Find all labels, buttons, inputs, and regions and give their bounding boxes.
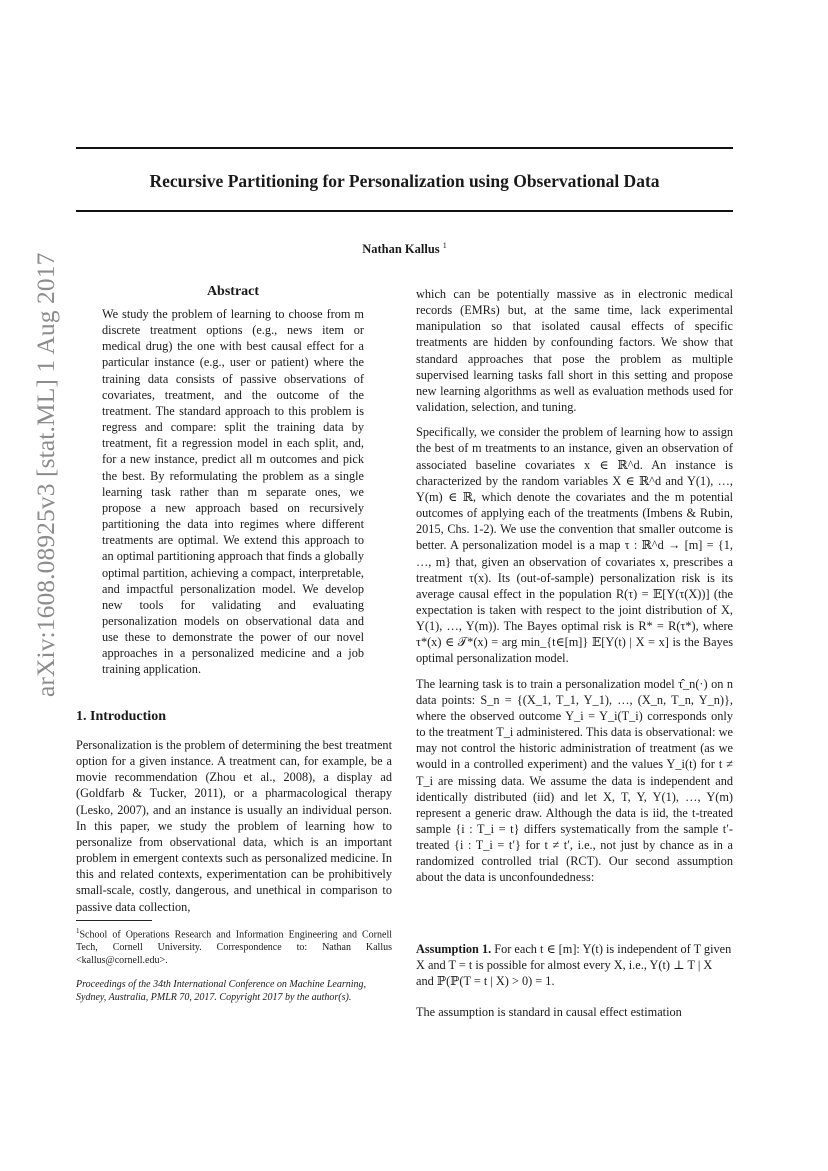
section-heading-introduction: 1. Introduction — [76, 709, 166, 724]
abstract-body — [102, 306, 364, 687]
paper-title: Recursive Partitioning for Personalization using Observational Data — [149, 171, 660, 191]
abstract-text: We study the problem of learning to choose from m discrete treatment options (e.g., news item or medical drug) the one with best causal effect for a particular instance (e.g., user or patient) where the training data consists of passive observations of covariates, treatment, and the outcome of the treatment. The standard approach to this problem is regress and compare: split the training data by treatment, fit a regression model in each split, and, for a new instance, predict all m outcomes and pick the best. By reformulating the problem as a single learning task rather than m separate ones, we propose a new approach based on recursively partitioning the data into regimes where different treatments are optimal. We extend this approach to an optimal partitioning approach that finds a globally optimal partition, achieving a compact, interpretable, and impactful personalization model. We develop new tools for validating and evaluating personalization models on observational data and use these to demonstrate the power of our novel approaches in a personalized medicine and a job training application. — [102, 307, 364, 677]
introduction-body — [76, 737, 392, 924]
title-bottom-rule — [76, 210, 733, 212]
author-affiliation-mark: 1 — [442, 241, 447, 250]
footnote-rule — [76, 920, 152, 921]
top-rule — [76, 147, 733, 149]
arxiv-identifier: arXiv:1608.08925v3 [stat.ML] 1 Aug 2017 — [31, 252, 60, 697]
right-column-body — [416, 286, 733, 895]
assumption-1 — [416, 941, 733, 989]
author-name-text: Nathan Kallus — [362, 242, 440, 257]
right-paragraph-1: which can be potentially massive as in electronic medical records (EMRs) but, at the same time, lack experimental manipulation so that isolated causal effects of specific treatments are hidden by confounding factors. We show that standard approaches that pose the problem as multiple supervised learning tasks fall short in this setting and propose new learning algorithms as well as evaluation methods used for validation, selection, and tuning. — [416, 287, 733, 415]
proceedings-note: Proceedings of the 34th International Conference on Machine Learning, Sydney, Australia, PMLR 70, 2017. Copyright 2017 by the author(s). — [76, 979, 367, 1003]
footnote-mark: 1 — [76, 927, 80, 935]
right-paragraph-3: The learning task is to train a personalization model τ̂_n(·) on n data points: S_n = {(X_1, T_1, Y_1), …, (X_n, T_n, Y_n)}, where the observed outcome Y_i = Y_i(T_i) corresponds only to the treatment T_i administered. This data is observational: we may not control the historic administration of treatment (as we would in a controlled experiment) and the values Y_i(t) for t ≠ T_i are missing data. We assume the data is independent and identically distributed (iid) and let X, T, Y, Y(1), …, Y(m) represent a generic draw. Although the data is iid, the t-treated sample {i : T_i = t} differs systematically from the sample t′-treated {i : T_i = t′} for t ≠ t′, i.e., not just by chance as in a randomized controlled trial (RCT). Our second assumption about the data is unconfoundedness: — [416, 676, 733, 885]
affiliation-footnote — [76, 925, 392, 967]
right-paragraph-2: Specifically, we consider the problem of learning how to assign the best of m treatments to an instance, given an observation of associated baseline covariates x ∈ ℝ^d. An instance is characterized by the random variables X ∈ ℝ^d and Y(1), …, Y(m) ∈ ℝ, which denote the covariates and the m potential outcomes of applying each of the treatments (Imbens & Rubin, 2015, Chs. 1-2). We use the convention that smaller outcome is better. A personalization model is a map τ : ℝ^d → [m] = {1, …, m} that, given an observation of covariates x, prescribes a treatment τ(x). Its (out-of-sample) personalization risk is its average causal effect in the population R(τ) = 𝔼[Y(τ(X))] (the expectation is taken with respect to the joint distribution of X, Y(1), …, Y(m)). The Bayes optimal risk is R* = R(τ*), where τ*(x) ∈ 𝒯*(x) = arg min_{t∈[m]} 𝔼[Y(t) | X = x] is the Bayes optimal personalization model. — [416, 425, 733, 666]
author-name — [76, 241, 733, 257]
assumption-text: For each t ∈ [m]: Y(t) is independent of T given X and T = t is possible for almost every X, i.e., Y(t) ⊥ T | X and ℙ(ℙ(T = t | X) > 0) = 1. — [416, 942, 732, 989]
footnote-text: School of Operations Research and Information Engineering and Cornell Tech, Cornell University. Correspondence to: Nathan Kallus <kallus@cornell.edu>. — [76, 929, 392, 967]
assumption-label: Assumption 1. — [416, 942, 492, 956]
arxiv-stamp — [26, 252, 62, 697]
abstract-heading: Abstract — [206, 284, 260, 299]
closing-line: The assumption is standard in causal effect estimation — [416, 1005, 682, 1019]
introduction-paragraph-1: Personalization is the problem of determining the best treatment option for a given instance. A treatment can, for example, be a movie recommendation (Zhou et al., 2008), a display ad (Goldfarb & Tucker, 2011), or a pharmacological therapy (Lesko, 2007), and an instance is usually an individual person. In this paper, we study the problem of learning how to personalize from observational data, which is an important problem in emergent contexts such as personalized medicine. In this and related contexts, experimentation can be prohibitively small-scale, costly, dangerous, and unethical in comparison to passive data collection, — [76, 738, 392, 914]
